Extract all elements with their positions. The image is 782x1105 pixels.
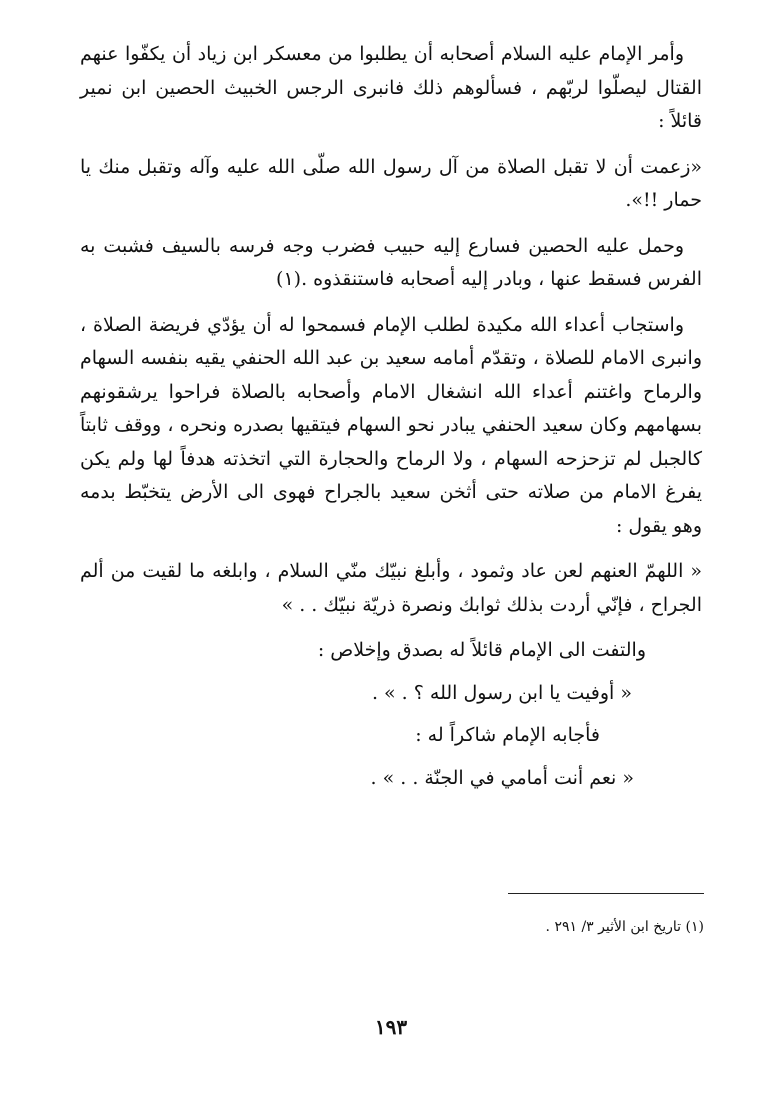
- paragraph-said-hanafi: واستجاب أعداء الله مكيدة لطلب الإمام فسمحوا له أن يؤدّي فريضة الصلاة ، وانبرى الامام للصلاة ، وتقدّم أمامه سعيد بن عبد الله الحنفي يقيه بنفسه السهام والرماح واغتنم أعداء الله انشغال الامام وأصحابه بالصلاة فراحوا يرشقونهم بسهامهم وكان سعيد الحنفي يبادر نحو السهام فيتقيها بصدره ونحره ، ووقف ثابتاً كالجبل لم تزحزحه السهام ، ولا الرماح والحجارة التي اتخذته هدفاً لها ولم يكن يفرغ الامام من صلاته حتى أثخن سعيد بالجراح فهوى الى الأرض يتخبّط بدمه وهو يقول :: [80, 313, 702, 537]
- page-number: ١٩٣: [374, 1015, 408, 1039]
- footnote-divider: [508, 893, 704, 894]
- line-said-turns: والتفت الى الإمام قائلاً له بصدق وإخلاص :: [317, 639, 646, 661]
- quote-ibn-numair: «زعمت أن لا تقبل الصلاة من آل رسول الله صلّى الله عليه وآله وتقبل منك يا حمار !!».: [80, 155, 702, 211]
- quote-said-prayer: « اللهمّ العنهم لعن عاد وثمود ، وأبلغ نبيّك منّي السلام ، وابلغه ما لقيت من ألم الجراح ، فإنّي أردت بذلك ثوابك ونصرة ذريّة نبيّك . . »: [80, 560, 702, 616]
- line-imam-answers: فأجابه الإمام شاكراً له :: [415, 724, 600, 746]
- quote-said-question: « أوفيت يا ابن رسول الله ؟ . » .: [371, 681, 632, 704]
- paragraph-habib-attack: وحمل عليه الحصين فسارع إليه حبيب فضرب وجه فرسه بالسيف فشبت به الفرس فسقط عنها ، وبادر إليه أصحابه فاستنقذوه .(١): [80, 234, 702, 290]
- quote-imam-reply: « نعم أنت أمامي في الجنّة . . » .: [370, 766, 634, 789]
- main-text: [80, 38, 702, 804]
- footnote: (١) تاريخ ابن الأثير ٣/ ٢٩١ .: [545, 919, 704, 935]
- paragraph-prayer-request: وأمر الإمام عليه السلام أصحابه أن يطلبوا من معسكر ابن زياد أن يكفّوا عنهم القتال ليصلّوا لربّهم ، فسألوهم ذلك فانبرى الرجس الخبيث الحصين ابن نمير قائلاً :: [80, 43, 702, 132]
